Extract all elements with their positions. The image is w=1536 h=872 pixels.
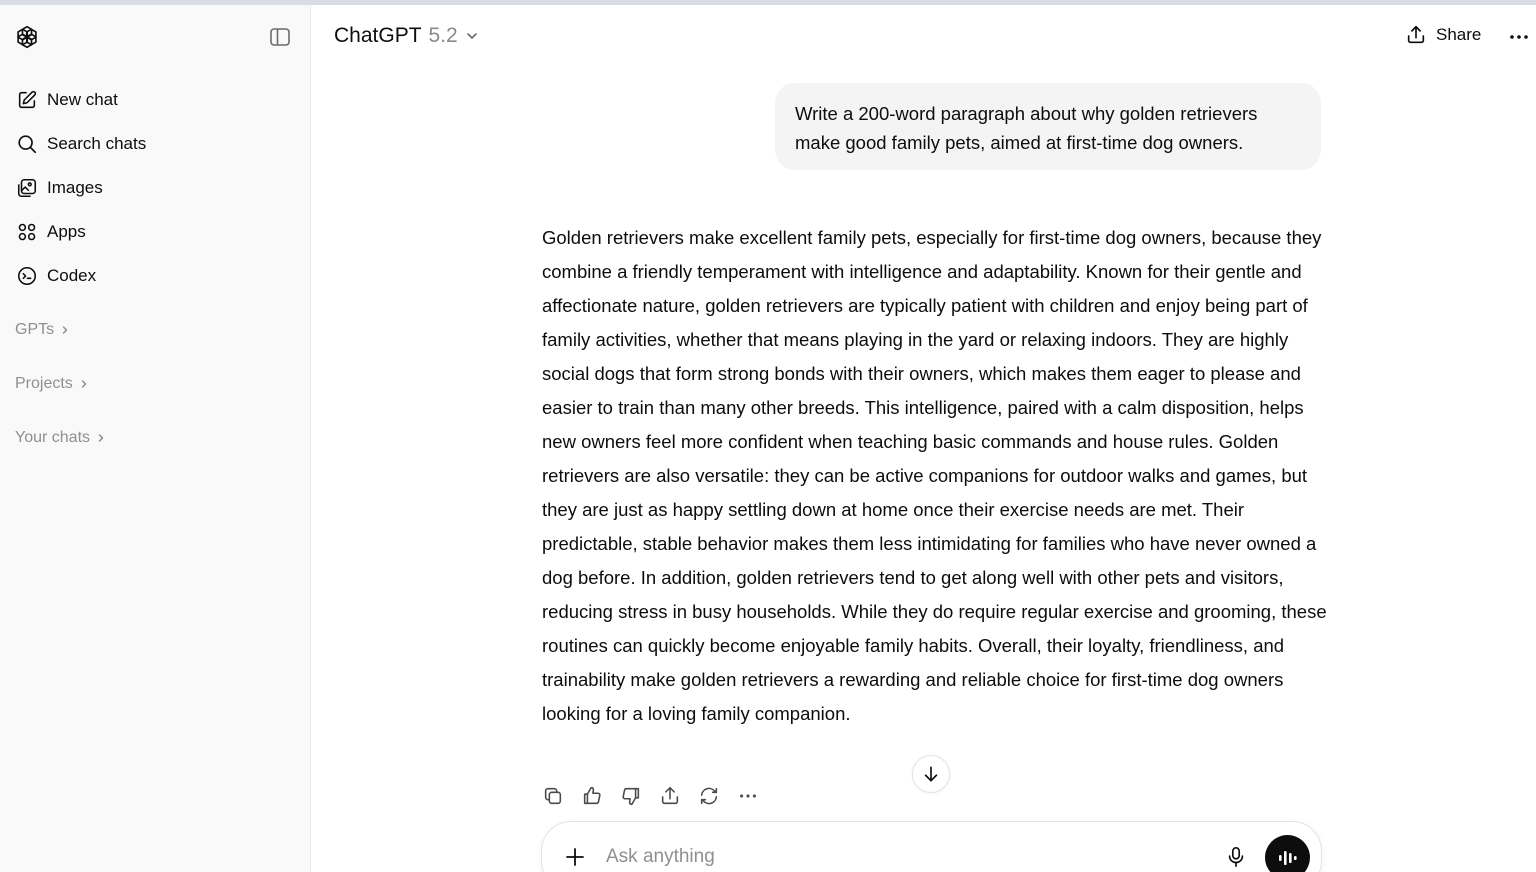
sidebar-item-images[interactable] — [0, 166, 311, 210]
images-icon — [15, 176, 39, 200]
copy-icon[interactable] — [540, 783, 566, 809]
sidebar-item-label: Apps — [47, 222, 86, 241]
openai-logo-icon[interactable] — [14, 24, 40, 50]
sidebar-toggle-icon[interactable] — [268, 26, 292, 48]
more-options-icon[interactable] — [1507, 26, 1531, 48]
codex-icon — [15, 264, 39, 288]
user-message-bubble: Write a 200-word paragraph about why golden retrievers make good family pets, aimed at first-time dog owners. — [775, 83, 1321, 170]
model-name: ChatGPT — [334, 24, 422, 47]
sidebar-section-projects[interactable] — [15, 375, 89, 393]
regenerate-icon[interactable] — [696, 783, 722, 809]
share-label: Share — [1436, 25, 1482, 44]
microphone-icon[interactable] — [1225, 845, 1247, 869]
search-icon — [15, 132, 39, 156]
prompt-input[interactable] — [606, 842, 1206, 872]
apps-grid-icon — [15, 220, 39, 244]
thumbs-up-icon[interactable] — [579, 783, 605, 809]
chevron-right-icon — [96, 433, 106, 443]
top-header — [312, 5, 1536, 67]
sidebar-item-label: New chat — [47, 90, 118, 109]
edit-icon — [15, 88, 39, 112]
chevron-down-icon — [465, 29, 479, 43]
sidebar-item-apps[interactable] — [0, 210, 311, 254]
scroll-to-bottom-button[interactable] — [912, 755, 950, 793]
section-label: Projects — [15, 375, 73, 392]
sidebar-item-label: Search chats — [47, 134, 147, 153]
thumbs-down-icon[interactable] — [618, 783, 644, 809]
message-composer — [541, 821, 1322, 872]
sidebar-nav — [0, 78, 311, 298]
add-attachment-icon[interactable] — [564, 846, 586, 868]
sidebar — [0, 5, 311, 872]
sidebar-item-new-chat[interactable] — [0, 78, 311, 122]
message-actions — [540, 783, 774, 809]
section-label: Your chats — [15, 429, 91, 446]
more-icon[interactable] — [735, 783, 761, 809]
sidebar-section-your-chats[interactable] — [15, 429, 106, 447]
model-version: 5.2 — [428, 24, 458, 47]
share-button[interactable] — [1405, 24, 1481, 46]
voice-waveform-icon — [1277, 848, 1299, 868]
chevron-right-icon — [60, 325, 70, 335]
assistant-message: Golden retrievers make excellent family pets, especially for first-time dog owners, because they combine a friendly temperament with intelligence and adaptability. Known for their gentle and affectionate nature, golden retrievers are typically patient with children and enjoy being part of family activities, whether that means playing in the yard or relaxing indoors. They are highly social dogs that form strong bonds with their owners, which makes them eager to please and easier to train than many other breeds. This intelligence, paired with a calm disposition, helps new owners feel more confident when teaching basic commands and house rules. Golden retrievers are also versatile: they can be active companions for outdoor walks and games, but they are just as happy settling down at home once their exercise needs are met. Their predictable, stable behavior makes them less intimidating for families who have never owned a dog before. In addition, golden retrievers tend to get along well with other pets and visitors, reducing stress in busy households. While they do require regular exercise and grooming, these routines can quickly become enjoyable family habits. Overall, their loyalty, friendliness, and trainability make golden retrievers a rewarding and reliable choice for first-time dog owners looking for a loving family companion. — [542, 227, 1327, 724]
arrow-down-icon — [921, 764, 941, 784]
sidebar-item-label: Images — [47, 178, 103, 197]
sidebar-section-gpts[interactable] — [15, 321, 70, 339]
sidebar-item-label: Codex — [47, 266, 97, 285]
sidebar-item-codex[interactable] — [0, 254, 311, 298]
model-selector[interactable] — [334, 24, 479, 48]
share-icon[interactable] — [657, 783, 683, 809]
share-icon — [1405, 24, 1427, 46]
section-label: GPTs — [15, 321, 55, 338]
voice-mode-button[interactable] — [1265, 835, 1310, 872]
chevron-right-icon — [79, 379, 89, 389]
sidebar-item-search-chats[interactable] — [0, 122, 311, 166]
